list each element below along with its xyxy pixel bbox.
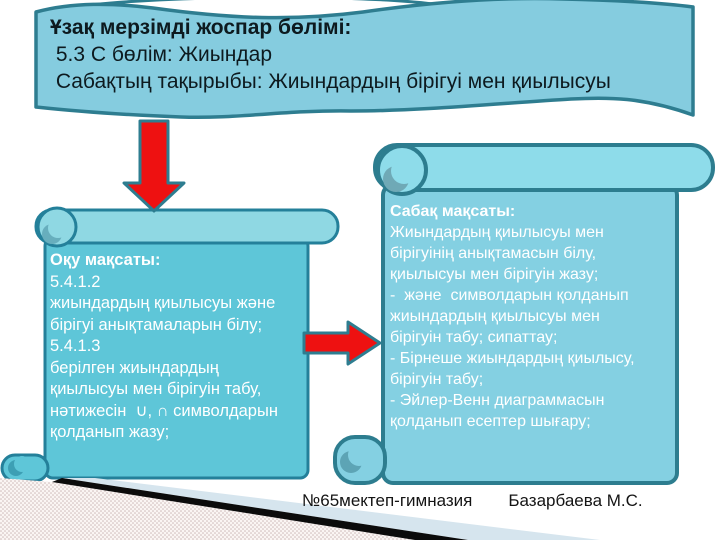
scroll-line: қолданып жазу; xyxy=(50,423,170,441)
right-scroll-bottom-curl-inner xyxy=(348,444,370,466)
scroll-line: қолданып есептер шығару; xyxy=(390,413,591,430)
right-scroll-text xyxy=(390,201,672,432)
scroll-line: Жиындардың қиылысуы мен xyxy=(390,224,604,241)
scroll-line: бірігуін табу; xyxy=(390,371,484,388)
school-name: №65мектеп-гимназия xyxy=(302,491,473,510)
scroll-line: 5.4.1.3 xyxy=(50,337,101,355)
left-scroll-text xyxy=(50,250,308,444)
left-scroll-roll xyxy=(36,210,338,243)
banner-text xyxy=(50,14,698,95)
scroll-line: бірігуі анықтамаларын білу; xyxy=(50,315,263,334)
scroll-line: жиындардың қиылысуы мен xyxy=(390,308,600,325)
right-arrow-icon xyxy=(300,310,384,372)
scroll-line: - Эйлер-Венн диаграммасын xyxy=(390,392,605,409)
down-arrow-shape xyxy=(118,119,190,214)
scroll-line: 5.4.1.2 xyxy=(50,272,101,291)
scroll-line: қиылысуы мен бірігуін жазу; xyxy=(390,266,599,283)
scroll-line: қиылысуы мен бірігуін табу, xyxy=(50,380,262,398)
left-scroll-curl-inner xyxy=(48,218,68,238)
scroll-line: бірігуінің анықтамасын білу, xyxy=(390,245,597,262)
banner-title: Ұзақ мерзімді жоспар бөлімі: xyxy=(50,16,352,39)
scroll-line: берілген жиындардың xyxy=(50,358,219,377)
footer xyxy=(302,491,643,511)
scroll-line: - Бірнеше жиындардың қиылысу, xyxy=(390,350,635,367)
teacher-name: Базарбаева М.С. xyxy=(508,491,643,510)
left-scroll-heading: Оқу мақсаты: xyxy=(50,251,161,269)
scroll-line: бірігуін табу; сипаттау; xyxy=(390,329,558,346)
right-scroll-heading: Сабақ мақсаты: xyxy=(390,203,516,220)
banner-line: 5.3 С бөлім: Жиындар xyxy=(50,43,273,66)
banner-line: Сабақтың тақырыбы: Жиындардың бірігуі мен қиылысуы xyxy=(50,70,611,93)
right-scroll-curl-inner xyxy=(391,158,417,184)
right-arrow-shape xyxy=(300,310,384,372)
scroll-line: - және символдарын қолданып xyxy=(390,287,629,304)
down-arrow-icon xyxy=(118,119,190,214)
scroll-line: жиындардың қиылысуы және xyxy=(50,294,276,312)
scroll-line: нәтижесін ∪, ∩ символдарын xyxy=(50,401,278,420)
